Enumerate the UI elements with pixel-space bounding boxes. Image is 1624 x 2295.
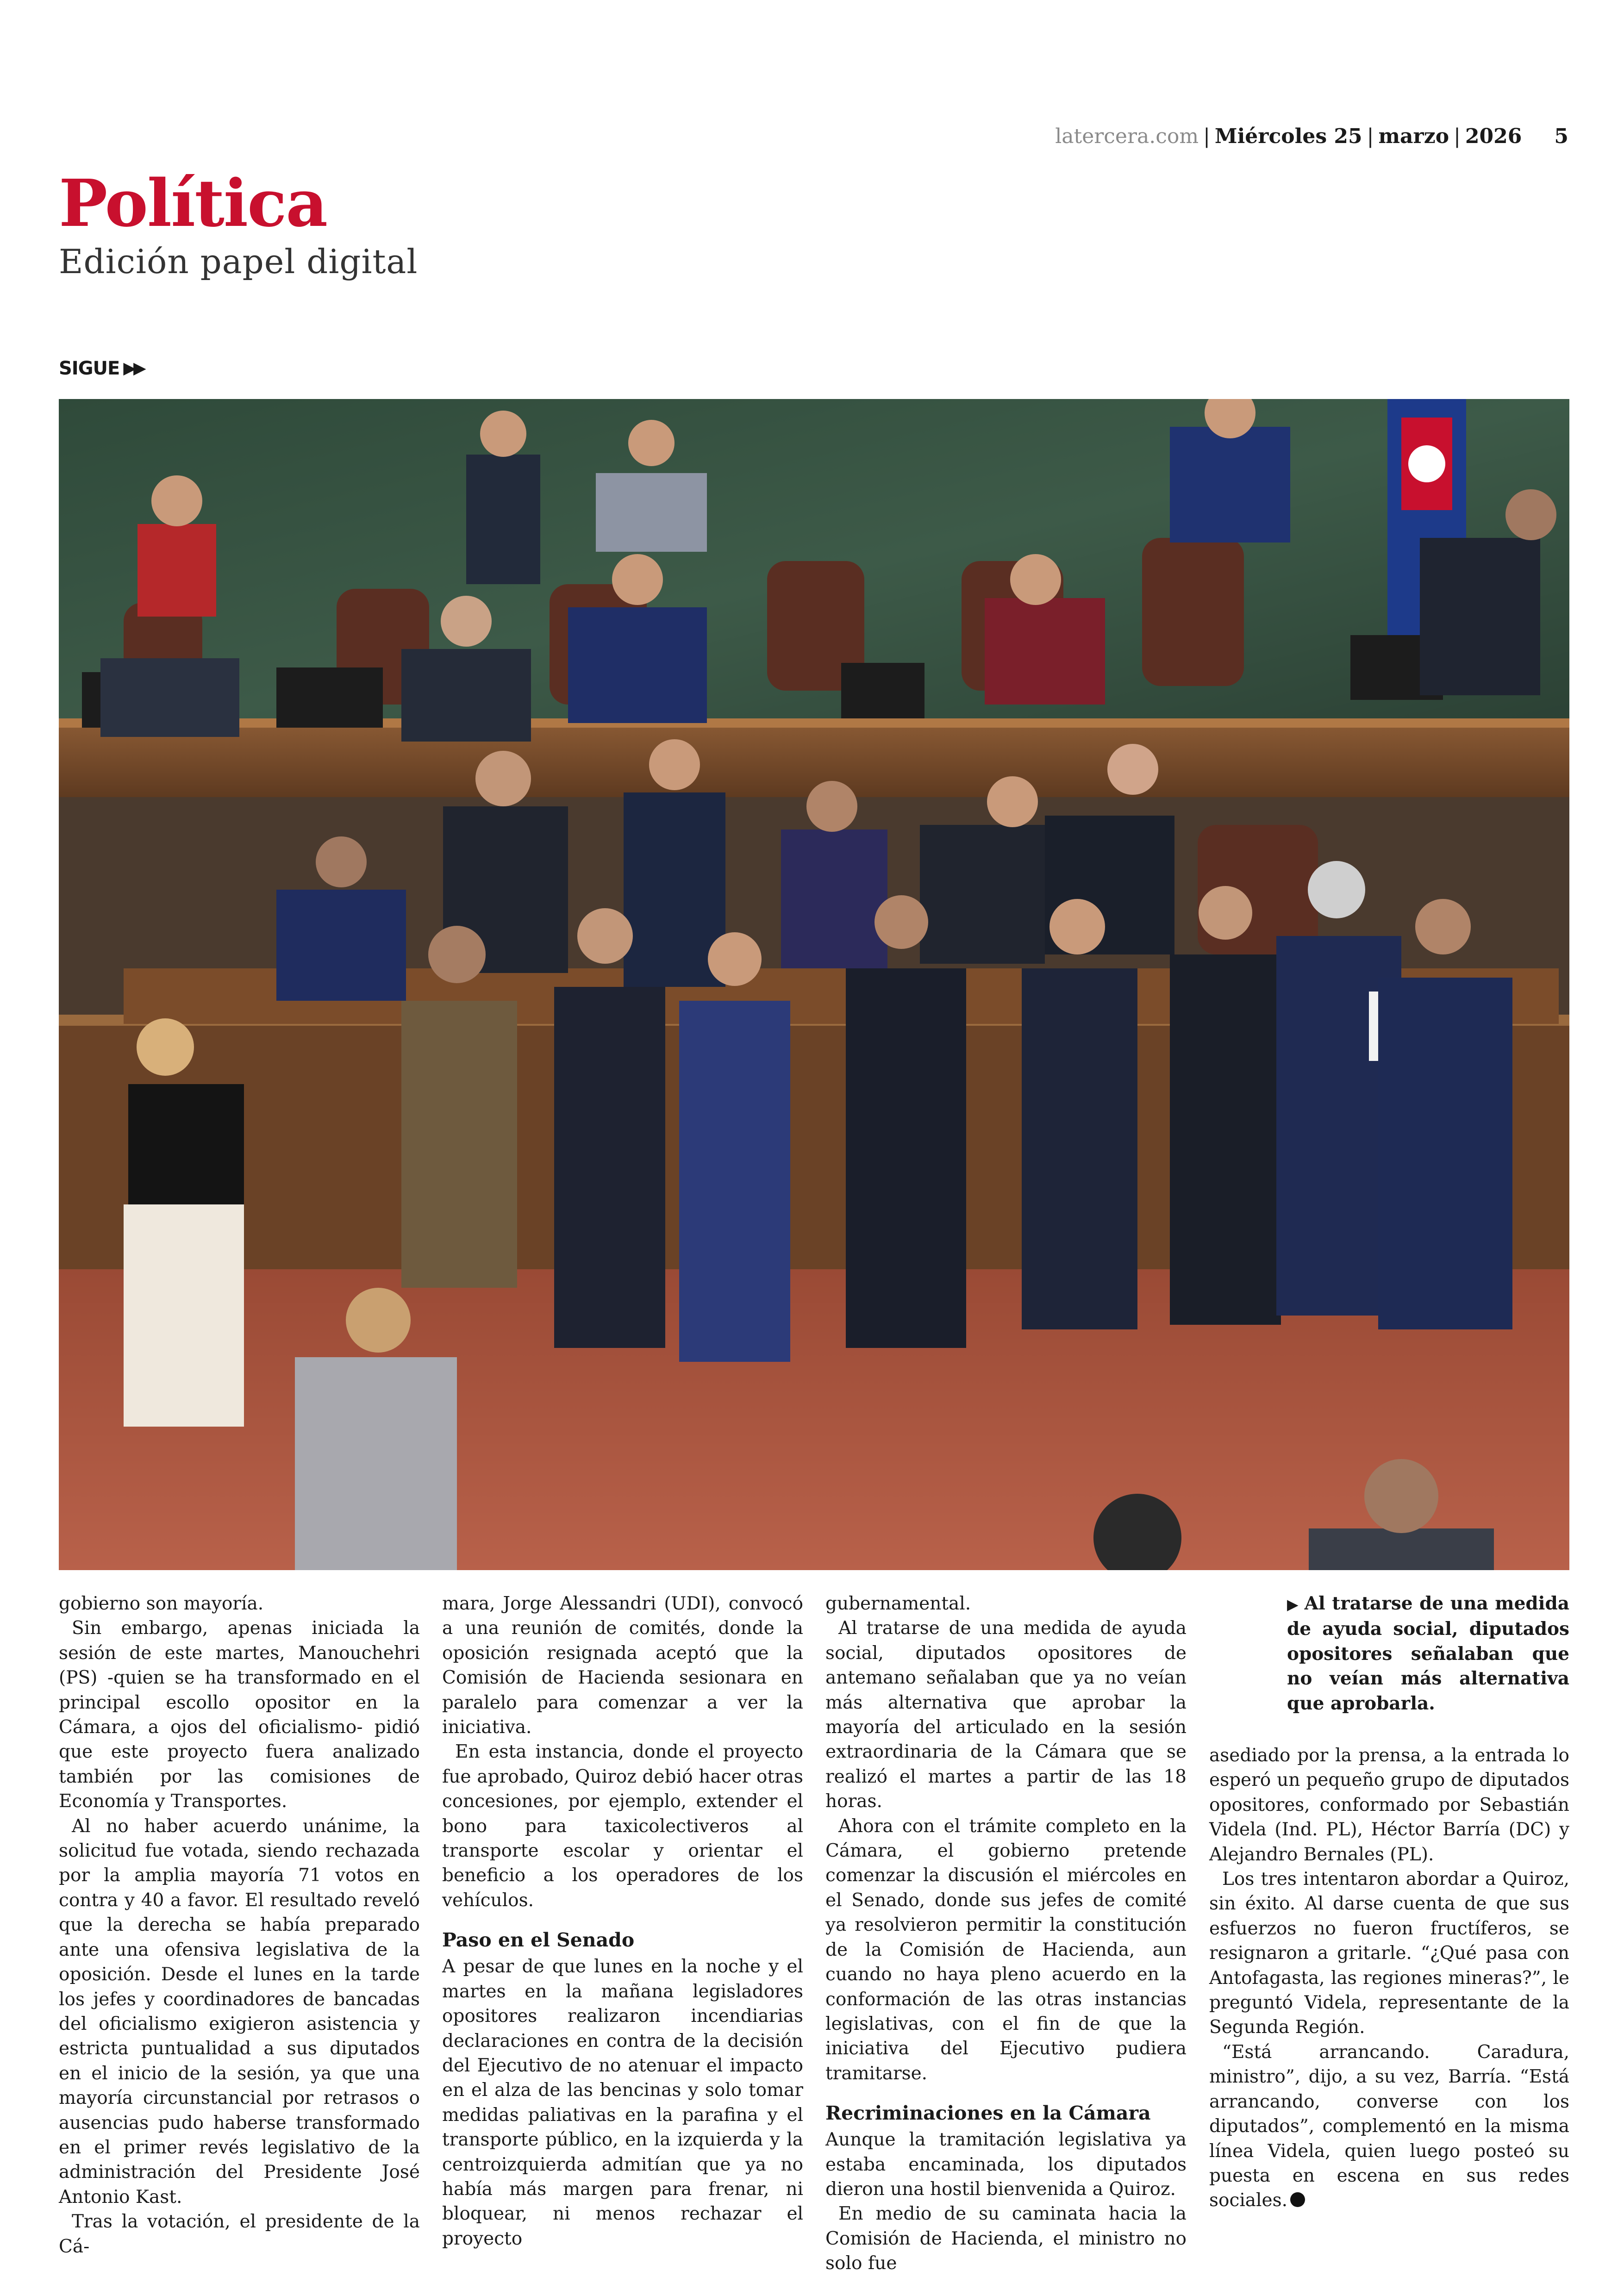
paragraph: asediado por la prensa, a la entrada lo esperó un pequeño grupo de diputados opositores, conformado por Sebastián Videla (Ind. PL), Héctor Barría (DC) y Alejandro Bernales (PL). [1209,1745,1569,1865]
header-separator: | [1367,125,1374,148]
paragraph: Ahora con el trámite completo en la Cámara, el gobierno pretende comenzar la discusión el miércoles en el Senado, donde sus jefes de comité ya resolvieron permitir la constitución de la Comisión de Hacienda, aun cuando no haya pleno acuerdo en la conformación de las otras instancias legislativas, con el fin de que la iniciativa del Ejecutivo pudiera tramitarse. [825,1815,1187,2084]
header-separator: | [1454,125,1461,148]
paragraph: En esta instancia, donde el proyecto fue aprobado, Quiroz debió hacer otras concesiones, por ejemplo, extender el bono para taxicolectiveros al transporte escolar y orientar el beneficio a los operadores de los vehículos. [442,1741,803,1911]
continue-text: SIGUE [59,358,120,379]
page-header [1055,123,1568,150]
paragraph: A pesar de que lunes en la noche y el martes en la mañana legisladores opositores realizaron incendiarias declaraciones en contra de la decisión del Ejecutivo de no atenuar el impacto en el alza de las bencinas y solo tomar medidas paliativas en la parafina y el transporte público, en la izquierda y la centroizquierda admitían que ya no había más margen para frenar, ni bloquear, ni menos rechazar el proyecto [442,1956,803,2249]
page-number: 5 [1554,125,1568,148]
paragraph: gubernamental. [825,1593,971,1614]
header-weekday: Miércoles 25 [1214,125,1362,148]
subheading-camara: Recriminaciones en la Cámara [825,2102,1151,2125]
site-name[interactable]: latercera.com [1055,125,1199,148]
header-separator: | [1203,125,1210,148]
paragraph: mara, Jorge Alessandri (UDI), convocó a una reunión de comités, donde la oposición resignada aceptó que la Comisión de Hacienda sesionara en paralelo para comenzar a ver la iniciativa. [442,1593,803,1738]
header-year: 2026 [1465,125,1522,148]
triangle-right-icon: ▶ [1287,1596,1299,1613]
continue-label[interactable] [59,355,144,381]
pull-quote-text: Al tratarse de una medida de ayuda social, diputados opositores señalaban que no veían más alternativa que aprobarla. [1287,1593,1570,1714]
article-column-2 [442,1591,803,2251]
article-photo [59,399,1569,1570]
article-column-4 [1209,1743,1569,2213]
paragraph: gobierno son mayoría. [59,1593,264,1614]
article-column-1 [59,1591,420,2259]
paragraph: Los tres intentaron abordar a Quiroz, sin éxito. Al darse cuenta de que sus esfuerzos no fueron fructíferos, se resignaron a gritarle. “¿Qué pasa con Antofagasta, las regiones mineras?”, le preguntó Videla, representante de la Segunda Región. [1209,1869,1569,2038]
section-subtitle: Edición papel digital [59,242,418,281]
paragraph [1209,2040,1569,2213]
subheading-senado: Paso en el Senado [442,1929,635,1952]
paragraph: Tras la votación, el presidente de la Cá- [59,2211,420,2257]
article-column-3 [825,1591,1187,2276]
pull-quote [1287,1591,1569,1716]
paragraph: Al no haber acuerdo unánime, la solicitud fue votada, siendo rechazada por la amplia mayoría 71 votos en contra y 40 a favor. El resultado reveló que la derecha se había preparado ante una ofensiva legislativa de la oposición. Desde el lunes en la tarde los jefes y coordinadores de bancadas del oficialismo exigieron asistencia y estricta puntualidad a sus diputados en el inicio de la sesión, ya que una mayoría circunstancial por retrasos o ausencias pudo haberse transformado en el primer revés legislativo de la administración del Presidente José Antonio Kast. [59,1815,420,2208]
end-of-article-icon [1290,2192,1305,2207]
paragraph: En medio de su caminata hacia la Comisión de Hacienda, el ministro no solo fue [825,2203,1187,2274]
section-title: Política [59,166,327,242]
double-arrow-icon: ▶▶ [123,359,144,378]
header-month: marzo [1378,125,1449,148]
paragraph-text: “Está arrancando. Caradura, ministro”, dijo, a su vez, Barría. “Está arrancando, converse con los diputados”, complementó en la misma línea Videla, quien luego posteó su puesta en escena en sus redes sociales. [1209,2041,1569,2211]
paragraph: Al tratarse de una medida de ayuda social, diputados opositores de antemano señalaban que ya no veían más alternativa que aprobar la mayoría del articulado en la sesión extraordinaria de la Cámara que se realizó el martes a partir de las 18 horas. [825,1618,1187,1812]
paragraph: Sin embargo, apenas iniciada la sesión de este martes, Manouchehri (PS) -quien se ha transformado en el principal escollo opositor en la Cámara, a ojos del oficialismo- pidió que este proyecto fuera analizado también por las comisiones de Economía y Transportes. [59,1618,420,1812]
paragraph: Aunque la tramitación legislativa ya estaba encaminada, los diputados dieron una hostil bienvenida a Quiroz. [825,2129,1187,2200]
